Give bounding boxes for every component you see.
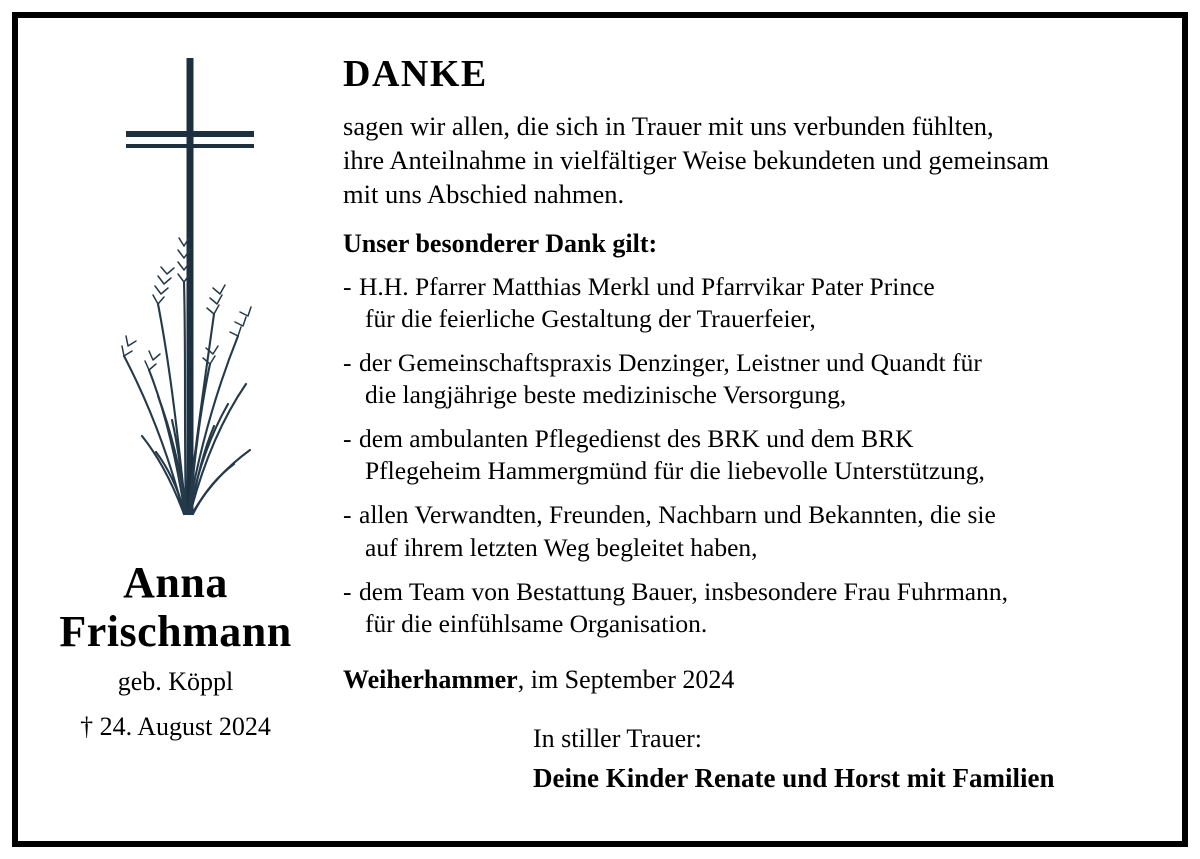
list-item-line2: auf ihrem letzten Weg begleitet haben, <box>365 532 758 562</box>
list-item <box>343 423 1158 487</box>
closing-block <box>343 723 1158 795</box>
list-item <box>343 347 1158 411</box>
intro-paragraph <box>343 110 1158 212</box>
list-dash: - <box>343 271 352 301</box>
intro-line-1: sagen wir allen, die sich in Trauer mit uns verbunden fühlten, <box>343 110 994 141</box>
deceased-name-block <box>18 558 333 742</box>
place-and-date <box>343 664 1158 695</box>
list-dash: - <box>343 500 352 530</box>
list-item-line2: Pflegeheim Hammergmünd für die liebevolle Unterstützung, <box>365 456 985 486</box>
list-item <box>343 499 1158 563</box>
list-item-line2: für die einfühlsame Organisation. <box>365 608 708 638</box>
list-dash: - <box>343 424 352 454</box>
list-dash: - <box>343 347 352 377</box>
list-item-line1: dem ambulanten Pflegedienst des BRK und dem BRK <box>359 424 914 454</box>
list-item-line2: die langjährige beste medizinische Versorgung, <box>365 380 847 410</box>
closing-family: Deine Kinder Renate und Horst mit Familien <box>533 762 1055 793</box>
place-name: Weiherhammer <box>343 664 518 694</box>
thanks-subheading: Unser besonderer Dank gilt: <box>343 228 658 258</box>
list-item-line1: dem Team von Bestattung Bauer, insbesondere Frau Fuhrmann, <box>359 576 1008 606</box>
place-date: , im September 2024 <box>517 664 735 694</box>
list-item <box>343 576 1158 640</box>
intro-line-2: ihre Anteilnahme in vielfältiger Weise bekundeten und gemeinsam <box>343 144 1050 175</box>
list-item-line1: H.H. Pfarrer Matthias Merkl und Pfarrvikar Pater Prince <box>359 271 935 301</box>
obituary-card <box>12 12 1188 847</box>
list-item-line1: der Gemeinschaftspraxis Denzinger, Leistner und Quandt für <box>359 347 982 377</box>
cross-icon <box>126 58 254 514</box>
page-title: DANKE <box>343 53 488 95</box>
deceased-death-date: † 24. August 2024 <box>80 711 271 741</box>
list-item <box>343 271 1158 335</box>
obituary-inner <box>18 18 1182 841</box>
deceased-maiden-name: geb. Köppl <box>117 666 234 696</box>
list-item-line2: für die feierliche Gestaltung der Trauerfeier, <box>365 303 816 333</box>
cross-and-grass-illustration <box>18 36 333 516</box>
list-dash: - <box>343 576 352 606</box>
left-column <box>18 18 333 841</box>
list-item-line1: allen Verwandten, Freunden, Nachbarn und Bekannten, die sie <box>359 500 996 530</box>
intro-line-3: mit uns Abschied nahmen. <box>343 178 625 209</box>
deceased-first-name: Anna <box>123 558 228 607</box>
deceased-last-name: Frischmann <box>59 607 292 657</box>
closing-intro: In stiller Trauer: <box>533 724 702 754</box>
thanks-list <box>343 271 1158 640</box>
right-column <box>343 54 1158 795</box>
